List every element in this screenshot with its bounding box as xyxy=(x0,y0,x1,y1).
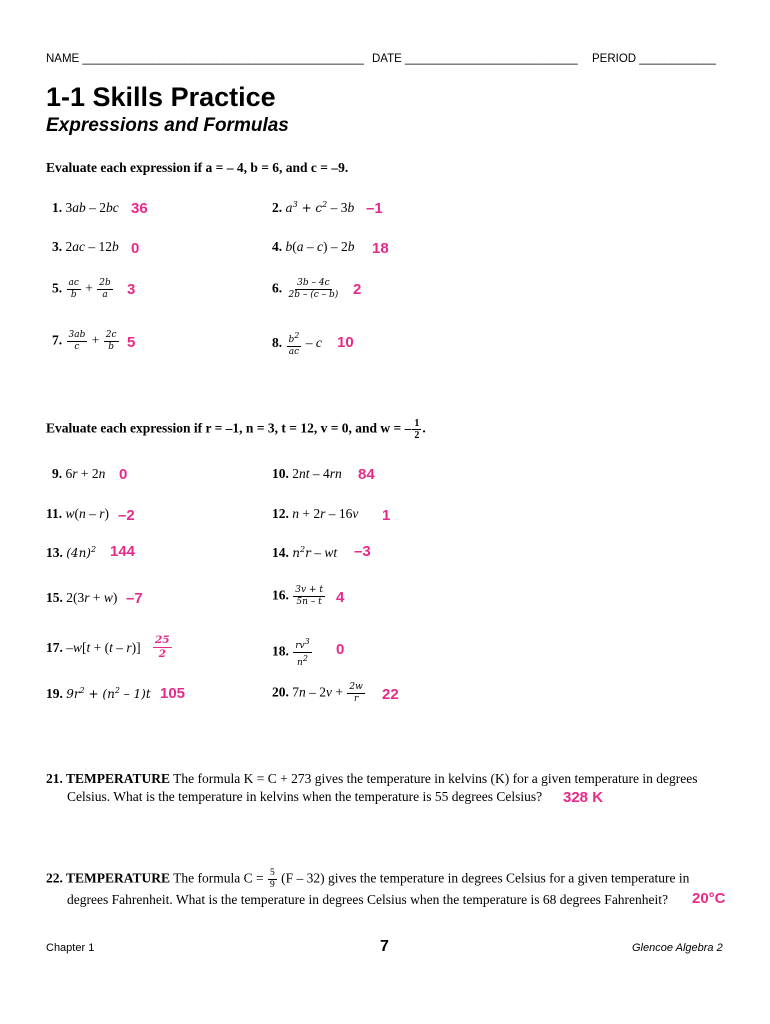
problem-4: 4. b(a – c) – 2b xyxy=(272,239,355,254)
problem-14: 14. $n^2r$ – wt xyxy=(272,545,338,560)
problem-22-line2: degrees Fahrenheit. What is the temperature in degrees Celsius when the temperature is 68 degrees Fahrenheit? xyxy=(67,892,669,907)
problem-20: 20. 7n – 2v + $\frac{2w}{r}$ xyxy=(272,682,363,704)
problem-3: 3. 2ac – 12b xyxy=(52,239,119,254)
problem-9: 9. 6r + 2n xyxy=(52,466,106,481)
problem-21-line1: 21. TEMPERATURE The formula K = C + 273 gives the temperature in kelvins (K) for a given temperature in degrees xyxy=(46,771,698,786)
answer-2: –1 xyxy=(366,200,383,217)
answer-6: 2 xyxy=(353,281,362,298)
answer-15: –7 xyxy=(126,590,143,607)
problem-5: 5. $\frac{ac}{b}$ + $\frac{2b}{a}$ xyxy=(52,278,111,300)
problem-8: 8. $\frac{b^2}{ac}$ – c xyxy=(272,331,322,357)
footer-chapter: Chapter 1 xyxy=(46,942,95,954)
section1-instruction: Evaluate each expression if a = – 4, b = 6, and c = –9. xyxy=(46,160,349,175)
answer-11: –2 xyxy=(118,507,135,524)
problem-1: 1. 3ab – 2bc xyxy=(52,200,119,215)
answer-3: 0 xyxy=(131,240,140,257)
problem-7: 7. $\frac{3ab}{c}$ + $\frac{2c}{b}$ xyxy=(52,330,117,352)
page-number: 7 xyxy=(380,938,389,955)
problem-6: 6. $\frac{3b - 4c}{2b - (c - b)}$ xyxy=(272,278,339,300)
answer-12: 1 xyxy=(382,507,391,524)
problem-16: 16. $\frac{3v + t}{5n - t}$ xyxy=(272,585,323,607)
page-title: 1-1 Skills Practice xyxy=(46,82,276,112)
problem-10: 10. 2nt – 4rn xyxy=(272,466,342,481)
problem-22-line1: 22. TEMPERATURE The formula C = $\frac{5}{9}$ (F – 32) gives the temperature in degrees Celsius for a given temperature in xyxy=(46,868,690,890)
answer-21: 328 K xyxy=(563,789,604,806)
section2-instruction: Evaluate each expression if r = –1, n = 3, t = 12, v = 0, and w = – $\frac{1}{2}$ . xyxy=(46,418,426,441)
page-subtitle: Expressions and Formulas xyxy=(46,115,289,136)
name-field-label: NAME ____________________________________________ xyxy=(46,53,364,65)
problem-11: 11. w(n – r) xyxy=(46,506,110,521)
answer-18: 0 xyxy=(336,641,345,658)
problem-18: 18. $\frac{rv^3}{n^2}$ xyxy=(272,637,310,668)
answer-9: 0 xyxy=(119,466,128,483)
problem-17: 17. –w[t + (t – r)] xyxy=(46,640,141,655)
answer-10: 84 xyxy=(358,466,375,483)
answer-14: –3 xyxy=(354,543,371,560)
problem-13: 13. $(4n)^2$ xyxy=(46,545,97,560)
problem-19: 19. $9r^2 + (n^2 - 1)t$ xyxy=(46,686,151,701)
period-field-label: PERIOD ____________ xyxy=(592,53,717,65)
answer-17: $\frac{25}{2}$ xyxy=(155,634,170,660)
answer-20: 22 xyxy=(382,686,399,703)
answer-13: 144 xyxy=(110,543,136,560)
answer-5: 3 xyxy=(127,281,136,298)
answer-7: 5 xyxy=(127,334,136,351)
answer-16: 4 xyxy=(336,589,345,606)
problem-15: 15. 2(3r + w) xyxy=(46,590,118,605)
problem-12: 12. n + 2r – 16v xyxy=(272,506,359,521)
answer-19: 105 xyxy=(160,685,186,702)
problem-2: 2. $a^3 + c^2 - 3b$ xyxy=(272,200,355,215)
footer-book-title: Glencoe Algebra 2 xyxy=(632,942,723,954)
answer-4: 18 xyxy=(372,240,389,257)
answer-22: 20°C xyxy=(692,890,726,907)
answer-1: 36 xyxy=(131,200,148,217)
answer-8: 10 xyxy=(337,334,354,351)
problem-21-line2: Celsius. What is the temperature in kelvins when the temperature is 55 degrees Celsius? xyxy=(67,789,543,804)
date-field-label: DATE ___________________________ xyxy=(372,53,578,65)
